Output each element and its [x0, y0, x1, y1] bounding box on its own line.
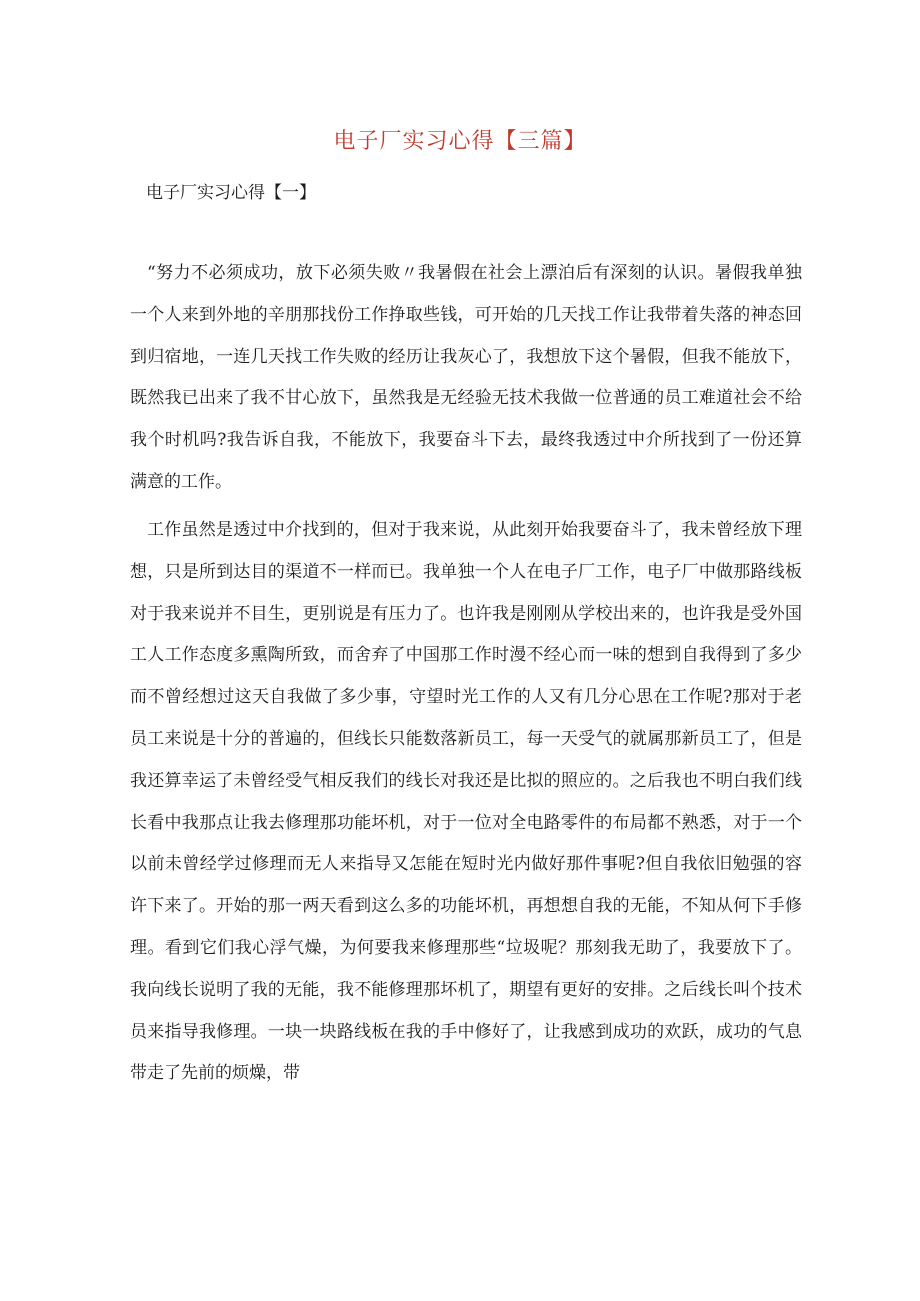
paragraph-2-line: 许下来了。开始的那一两天看到这么多的功能坏机，再想想自我的无能，不知从何下手修 [130, 896, 802, 917]
paragraph-2 [130, 510, 802, 1095]
paragraph-2-line: 我还算幸运了未曾经受气相反我们的线长对我还是比拟的照应的。之后我也不明白我们线 [130, 770, 802, 791]
paragraph-2-line: 长看中我那点让我去修理那功能坏机，对于一位对全电路零件的布局都不熟悉，对于一个 [130, 812, 802, 833]
paragraph-2-line: 对于我来说并不目生，更别说是有压力了。也许我是刚刚从学校出来的，也许我是受外国 [130, 603, 802, 624]
paragraph-2-line: 我向线长说明了我的无能，我不能修理那坏机了，期望有更好的安排。之后线长叫个技术 [130, 979, 802, 1000]
paragraph-2-line: 理。看到它们我心浮气燥，为何要我来修理那些“垃圾呢？那刻我无助了，我要放下了。 [130, 937, 802, 958]
paragraph-1-line: 到归宿地，一连几天找工作失败的经历让我灰心了，我想放下这个暑假，但我不能放下， [130, 346, 802, 367]
paragraph-2-line: 想，只是所到达目的渠道不一样而已。我单独一个人在电子厂工作，电子厂中做那路线板 [130, 561, 802, 582]
paragraph-1 [130, 253, 802, 504]
paragraph-2-line: 以前未曾经学过修理而无人来指导又怎能在短时光内做好那件事呢?但自我依旧勉强的容 [130, 854, 802, 875]
paragraph-2-line: 员工来说是十分的普遍的，但线长只能数落新员工，每一天受气的就属那新员工了，但是 [130, 728, 802, 749]
paragraph-1-line: 既然我已出来了我不甘心放下，虽然我是无经验无技术我做一位普通的员工难道社会不给 [130, 388, 802, 409]
paragraph-2-line: 工人工作态度多熏陶所致，而舍弃了中国那工作时漫不经心而一味的想到自我得到了多少 [130, 645, 802, 666]
paragraph-1-line: 我个时机吗?我告诉自我，不能放下，我要奋斗下去，最终我透过中介所找到了一份还算 [130, 430, 802, 451]
paragraph-1-line: “努力不必须成功，放下必须失败〃我暑假在社会上漂泊后有深刻的认识。暑假我单独 [147, 263, 802, 283]
paragraph-1-line: 一个人来到外地的辛朋那找份工作挣取些钱，可开始的几天找工作让我带着失落的神态回 [130, 304, 802, 325]
paragraph-1-line: 满意的工作。 [130, 471, 232, 492]
paragraph-2-line: 员来指导我修理。一块一块路线板在我的手中修好了，让我感到成功的欢跃，成功的气息 [130, 1021, 802, 1042]
section-heading: 电子厂实习心得【一】 [146, 183, 316, 203]
paragraph-2-line: 而不曾经想过这天自我做了多少事，守望时光工作的人又有几分心思在工作呢?那对于老 [130, 687, 802, 708]
document-title: 电子厂实习心得【三篇】 [333, 129, 587, 154]
paragraph-2-line: 工作虽然是透过中介找到的，但对于我来说，从此刻开始我要奋斗了，我未曾经放下理 [147, 520, 802, 540]
paragraph-2-line: 带走了先前的烦燥，带 [130, 1063, 300, 1084]
